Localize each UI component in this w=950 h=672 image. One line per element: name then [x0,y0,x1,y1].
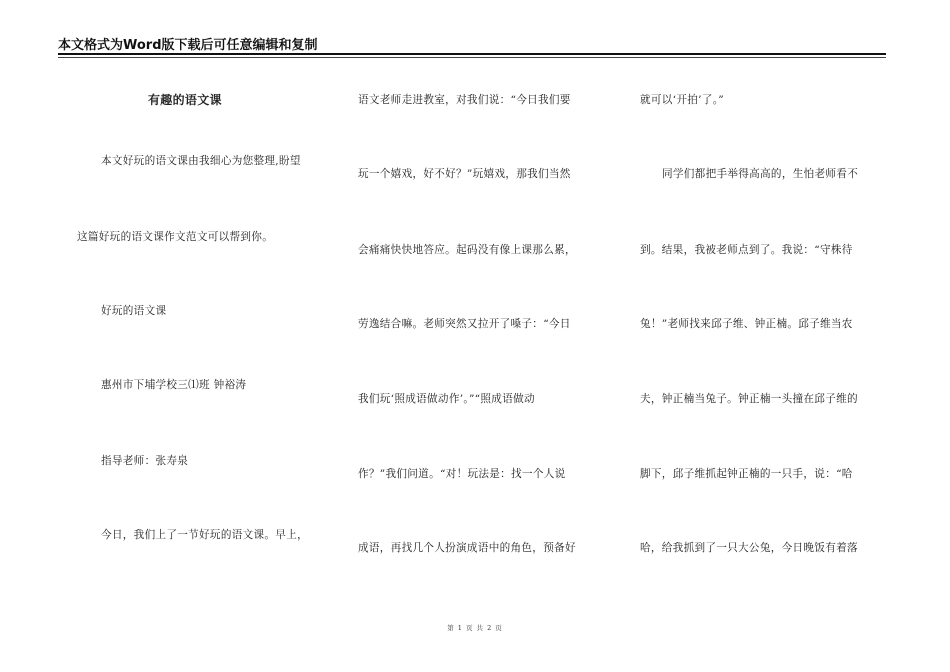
text-line: 作？”我们问道。“对！玩法是：找一个人说 [358,468,566,480]
header-rule-thick [58,53,886,55]
text-line: 脚下，邱子维抓起钟正楠的一只手，说：“哈 [640,468,853,480]
text-line: 夫，钟正楠当兔子。钟正楠一头撞在邱子维的 [640,393,858,405]
text-line: 劳逸结合嘛。老师突然又拉开了嗓子：“今日 [358,318,571,330]
text-line: 同学们都把手举得高高的，生怕老师看不 [662,168,859,180]
text-line: 哈，给我抓到了一只大公兔，今日晚饭有着落 [640,542,858,554]
text-line: 本文好玩的语文课由我细心为您整理,盼望 [101,155,301,167]
text-line: 这篇好玩的语文课作文范文可以帮到你。 [77,231,274,243]
header-rule-thin [58,57,886,58]
text-line: 玩一个嬉戏，好不好？”玩嬉戏，那我们当然 [358,168,571,180]
text-line: 今日，我们上了一节好玩的语文课。早上， [101,529,308,541]
text-line: 语文老师走进教室，对我们说：“今日我们要 [358,94,571,106]
text-line: 到。结果，我被老师点到了。我说：“守株待 [640,244,853,256]
text-line: 惠州市下埔学校三⑴班 钟裕涛 [101,379,247,391]
text-line: 指导老师：张寿泉 [101,455,189,467]
essay-title: 有趣的语文课 [148,93,222,107]
text-line: 就可以‘开拍’了。” [640,94,725,106]
document-header-title: 本文格式为Word版下载后可任意编辑和复制 [58,38,318,53]
text-line: 会痛痛快快地答应。起码没有像上课那么累， [358,244,576,256]
text-line: 成语，再找几个人扮演成语中的角色，预备好 [358,542,576,554]
page-number-footer: 第 1 页 共 2 页 [447,624,503,632]
text-line: 我们玩‘照成语做动作’。”“照成语做动 [358,393,535,405]
text-line: 好玩的语文课 [101,305,167,317]
text-line: 兔！”老师找来邱子维、钟正楠。邱子维当农 [640,318,853,330]
